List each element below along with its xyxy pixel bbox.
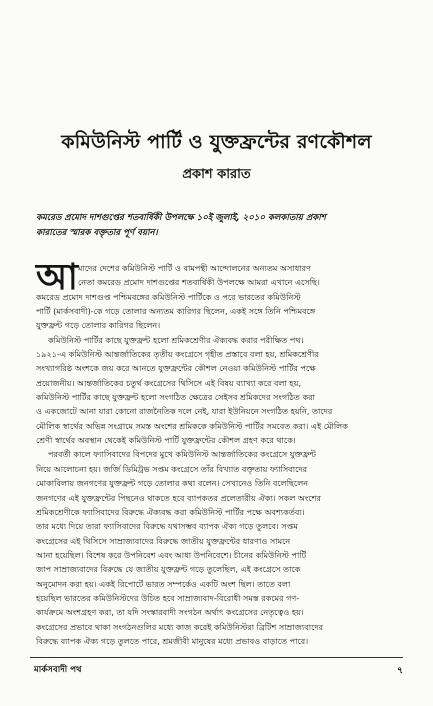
body-line: পার্টি (মার্কসবাদী)-কে গড়ে তোলার অন্যতম কারিগর ছিলেন, একই সঙ্গে তিনি পশ্চিমবঙ্গে: [36, 306, 316, 317]
page-number: ৭: [397, 666, 403, 676]
intro-note: [36, 211, 398, 241]
article-author: প্রকাশ কারাত: [182, 167, 251, 182]
body-line: যুক্তফ্রন্ট গড়ে তোলার কারিগর ছিলেন।: [36, 320, 161, 331]
body-line: অনুমোদন করা হয়। একই রিপোর্টে ভারত সম্পর্কেও একটি অংশ ছিল। তাতে বলা: [36, 578, 291, 589]
body-line: কংগ্রেসের প্রভাবে থাকা সংগঠনগুলির মধ্যে কাজ করেই কমিউনিস্টরা ব্রিটিশ সাম্রাজ্যবাদের: [36, 621, 324, 632]
body-line: নিয়ে আলোচনা হয়। জর্জি ডিমিট্রভ সপ্তম কংগ্রেসে তাঁর বিখ্যাত বক্তৃতায় ফ্যাসিবাদের: [36, 463, 308, 474]
body-line: মোকাবিলায় জনগণের যুক্তফ্রন্ট গড়ে তোলার কথা বলেন। সেখানেও তিনি বলেছিলেন: [36, 478, 309, 489]
intro-line: কারাতের স্মারক বক্তৃতার পূর্ণ বয়ান।: [36, 228, 158, 238]
body-line: কমিউনিস্ট পার্টির কাছে যুক্তফ্রন্ট হলো সংগঠিত ক্ষেত্রের সেইসব শ্রমিকদের সংগঠিত করা: [36, 392, 315, 403]
body-line: কংগ্রেসের এই থিসিসে সাম্রাজ্যবাদের বিরুদ্ধে জাতীয় যুক্তফ্রন্টের ধারণাও সামনে: [36, 535, 291, 546]
body-line: শ্রেণী স্বার্থের অবস্থান থেকেই কমিউনিস্ট পার্টি যুক্তফ্রন্টের কৌশল গ্রহণ করে থাকে।: [36, 435, 296, 446]
body-line: নেতা কমরেড প্রমোদ দাশগুপ্তের শতবার্ষিকী উপলক্ষে আমরা এখানে এসেছি।: [78, 277, 320, 288]
body-line: হয়েছিল ভারতের কমিউনিস্টদের উচিত হবে সাম্রাজ্যবাদ-বিরোধী সমস্ত রকমের গণ-: [36, 592, 300, 603]
body-line: কমিউনিস্ট পার্টির কাছে যুক্তফ্রন্ট হলো শ্রমিকশ্রেণীর ঐক্যবদ্ধ করার পরীক্ষিত পথ।: [48, 334, 304, 345]
intro-line: কমরেড প্রমোদ দাশগুপ্তের শতবার্ষিকী উপলক্ষে ১০ই জুলাই, ২০১০ কলকাতায় প্রকাশ: [36, 213, 326, 223]
body-line: পরবর্তী কালে ফ্যাসিবাদের বিপদের মুখে কমিউনিস্ট আন্তর্জাতিকের কংগ্রেসে যুক্তফ্রন্ট: [48, 449, 317, 460]
body-line: কার্যক্রমে অংশগ্রহণ করা, তা যদি সংস্কারবাদী সংগঠন অর্থাৎ কংগ্রেসের নেতৃত্বেও হয়।: [36, 607, 304, 618]
body-line: তার মধ্যে দিয়ে তারা ফ্যাসিবাদের বিরুদ্ধে যথাসম্ভব ব্যাপক ঐক্য গড়ে তুলবে। সপ্তম: [36, 521, 298, 532]
body-line: ও একজোটে আনা যারা কোনো রাজনৈতিক দলে নেই, যারা ইউনিয়নে সংগঠিত হয়নি, তাদের: [36, 406, 333, 417]
body-line: আনা হয়েছিল। বিশেষ করে উপনিবেশ এবং আধা উপনিবেশে। চীনের কমিউনিস্ট পার্টি: [36, 549, 307, 560]
body-line: সংখ্যাগরিষ্ঠ অংশকে জয় করে আনতে যুক্তফ্রন্টের কৌশল নেওয়া কমিউনিস্ট পার্টির পক্ষে: [36, 363, 316, 374]
body-line: শ্রমিকশ্রেণীকে ফ্যাসিবাদের বিরুদ্ধে ঐক্যবদ্ধ করা কমিউনিস্ট পার্টির পক্ষে অবশ্যকর্তব্য।: [36, 506, 305, 517]
body-line: মৌলিক স্বার্থের অভিন্ন সংগ্রামে সমস্ত অংশের শ্রমিককে কমিউনিস্ট পার্টির সমবেত করা। এই মৌলিক: [36, 420, 348, 431]
body-line: কমরেড প্রমোদ দাশগুপ্ত পশ্চিমবঙ্গের কমিউনিস্ট পার্টিকে ও পরে ভারতের কমিউনিস্ট: [36, 291, 301, 302]
article-title: কমিউনিস্ট পার্টি ও যুক্তফ্রন্টের রণকৌশল: [61, 131, 372, 153]
body-line: প্রয়োজনীয়। আন্তর্জাতিকের চতুর্থ কংগ্রেসের থিসিসে এই বিষয় ব্যাখ্যা করে বলা হয়,: [36, 377, 302, 388]
footer-divider: [30, 657, 403, 658]
drop-cap: আ: [36, 257, 78, 298]
body-line: মাদের দেশের কমিউনিস্ট পার্টি ও বামপন্থী আন্দোলনের অন্যতম অসাধারণ: [78, 263, 311, 273]
body-line: জাপ সাম্রাজ্যবাদের বিরুদ্ধে যে জাতীয় যুক্তফ্রন্ট গড়ে তুলেছিল, এই কংগ্রেসে তাকে: [36, 564, 301, 575]
body-line: জনগণের এই যুক্তফ্রন্টের পিছনেও থাকতে হবে ব্যাপকতর প্রলেতারীয় ঐক্য। সকল অংশের: [36, 492, 321, 503]
article-body: [36, 257, 398, 648]
body-line: বিরুদ্ধে ব্যাপক ঐক্য গড়ে তুলতে পারে, শ্রমজীবী মানুষের মধ্যে প্রভাবও বাড়াতে পারে।: [36, 635, 309, 646]
publication-name: মার্কসবাদী পথ: [34, 665, 82, 675]
body-line: ১৯২১-এ কমিউনিস্ট আন্তর্জাতিকের তৃতীয় কংগ্রেসে গৃহীত প্রস্তাবে বলা হয়, শ্রমিকশ্রেণীর: [36, 349, 319, 360]
